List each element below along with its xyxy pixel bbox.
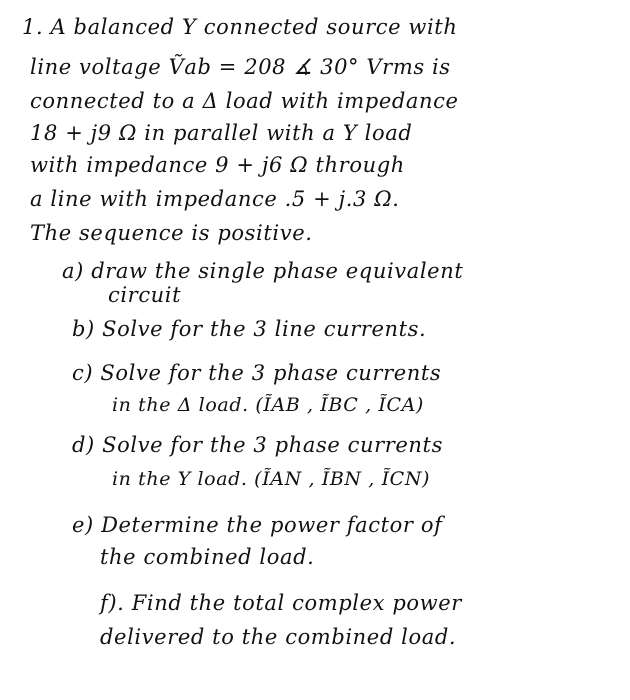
part-c-line-2: in the Δ load. (ĨAB , ĨBC , ĨCA) [112,394,424,416]
part-f-line-2: delivered to the combined load. [100,625,457,649]
problem-line-4: 18 + j9 Ω in parallel with a Y load [30,121,413,145]
problem-line-5: with impedance 9 + j6 Ω through [30,153,405,177]
part-e-line-2: the combined load. [100,545,315,569]
part-a-line-2: circuit [108,283,182,307]
problem-line-1: 1. A balanced Y connected source with [22,15,458,39]
part-f-line-1: f). Find the total complex power [100,591,462,615]
part-d-line-1: d) Solve for the 3 phase currents [72,433,443,457]
problem-line-7: The sequence is positive. [30,221,313,245]
part-a-line-1: a) draw the single phase equivalent [62,259,464,283]
part-d-line-2: in the Y load. (ĨAN , ĨBN , ĨCN) [112,468,431,490]
problem-line-2: line voltage Ṽab = 208 ∡ 30° Vrms is [30,55,451,79]
problem-line-6: a line with impedance .5 + j.3 Ω. [30,187,400,211]
part-c-line-1: c) Solve for the 3 phase currents [72,361,442,385]
part-e-line-1: e) Determine the power factor of [72,513,443,537]
problem-line-3: connected to a Δ load with impedance [30,89,459,113]
part-b-line-1: b) Solve for the 3 line currents. [72,317,427,341]
